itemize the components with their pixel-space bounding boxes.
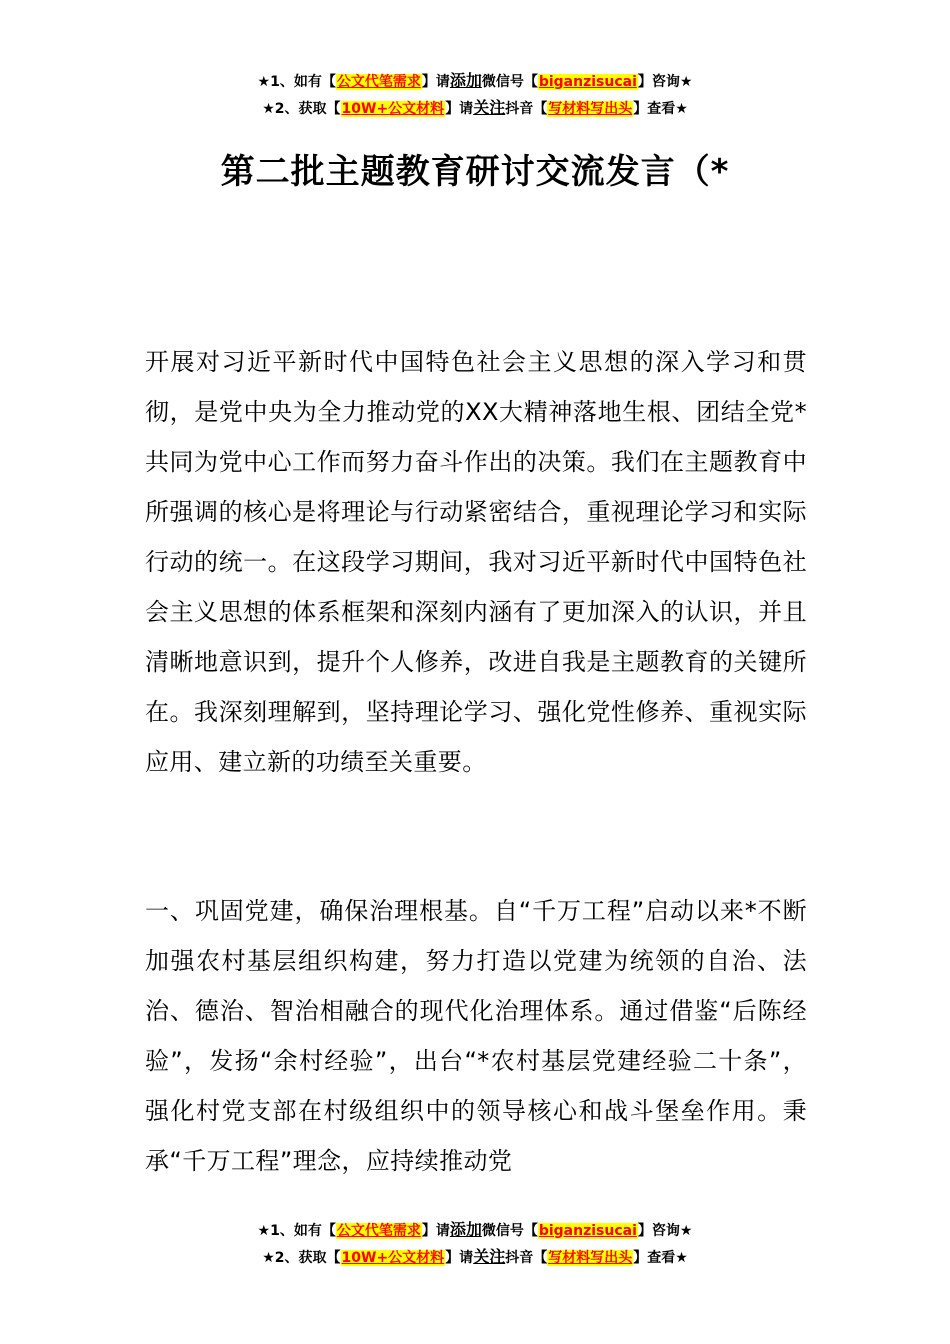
ad-text: 微信号【 [481, 1223, 538, 1239]
ad-highlight-wechat-id: biganzisucai [538, 74, 637, 90]
ad-line-1 [0, 1217, 950, 1244]
footer-ad-banner [0, 1217, 950, 1271]
ad-emphasis: 添加 [449, 1220, 482, 1239]
ad-line-1 [0, 68, 950, 95]
ad-text: 】请 [445, 1250, 474, 1266]
body-paragraph: 一、巩固党建，确保治理根基。自“千万工程”启动以来*不断加强农村基层组织构建，努力打造以党建为统领的自治、法治、德治、智治相融合的现代化治理体系。通过借鉴“后陈经验”，发扬“余村经验”，出台“*农村基层党建经验二十条”，强化村党支部在村级组织中的领导核心和战斗堡垒作用。秉承“千万工程”理念，应持续推动党 [145, 897, 807, 1175]
ad-text: 】请 [445, 101, 474, 117]
header-ad-banner [0, 68, 950, 122]
ad-highlight-service: 公文代笔需求 [336, 1223, 421, 1239]
ad-text: 】请 [421, 74, 450, 90]
ad-text: 】请 [421, 1223, 450, 1239]
ad-emphasis: 添加 [449, 71, 482, 90]
ad-text: ★1、如有【 [257, 74, 336, 90]
ad-highlight-wechat-id: biganzisucai [538, 1223, 637, 1239]
ad-emphasis: 关注 [473, 98, 506, 117]
ad-text: 抖音【 [505, 1250, 548, 1266]
ad-text: 】咨询★ [637, 1223, 693, 1239]
ad-line-2 [0, 1244, 950, 1271]
ad-text: ★2、获取【 [262, 1250, 341, 1266]
ad-text: 】查看★ [633, 101, 688, 117]
ad-text: 抖音【 [505, 101, 548, 117]
ad-text: ★2、获取【 [262, 101, 341, 117]
ad-highlight-douyin-id: 写材料写出头 [548, 101, 633, 117]
ad-text: ★1、如有【 [257, 1223, 336, 1239]
document-title: 第二批主题教育研讨交流发言（* [220, 152, 730, 192]
ad-text: 微信号【 [481, 74, 538, 90]
ad-highlight-service: 公文代笔需求 [336, 74, 421, 90]
ad-highlight-materials: 10W+公文材料 [341, 101, 445, 117]
ad-text: 】咨询★ [637, 74, 693, 90]
ad-highlight-materials: 10W+公文材料 [341, 1250, 445, 1266]
ad-text: 】查看★ [633, 1250, 688, 1266]
ad-emphasis: 关注 [473, 1247, 506, 1266]
ad-highlight-douyin-id: 写材料写出头 [548, 1250, 633, 1266]
body-paragraph: 开展对习近平新时代中国特色社会主义思想的深入学习和贯彻，是党中央为全力推动党的XX大精神落地生根、团结全党*共同为党中心工作而努力奋斗作出的决策。我们在主题教育中所强调的核心是将理论与行动紧密结合，重视理论学习和实际行动的统一。在这段学习期间，我对习近平新时代中国特色社会主义思想的体系框架和深刻内涵有了更加深入的认识，并且清晰地意识到，提升个人修养，改进自我是主题教育的关键所在。我深刻理解到，坚持理论学习、强化党性修养、重视实际应用、建立新的功绩至关重要。 [145, 348, 807, 776]
ad-line-2 [0, 95, 950, 122]
